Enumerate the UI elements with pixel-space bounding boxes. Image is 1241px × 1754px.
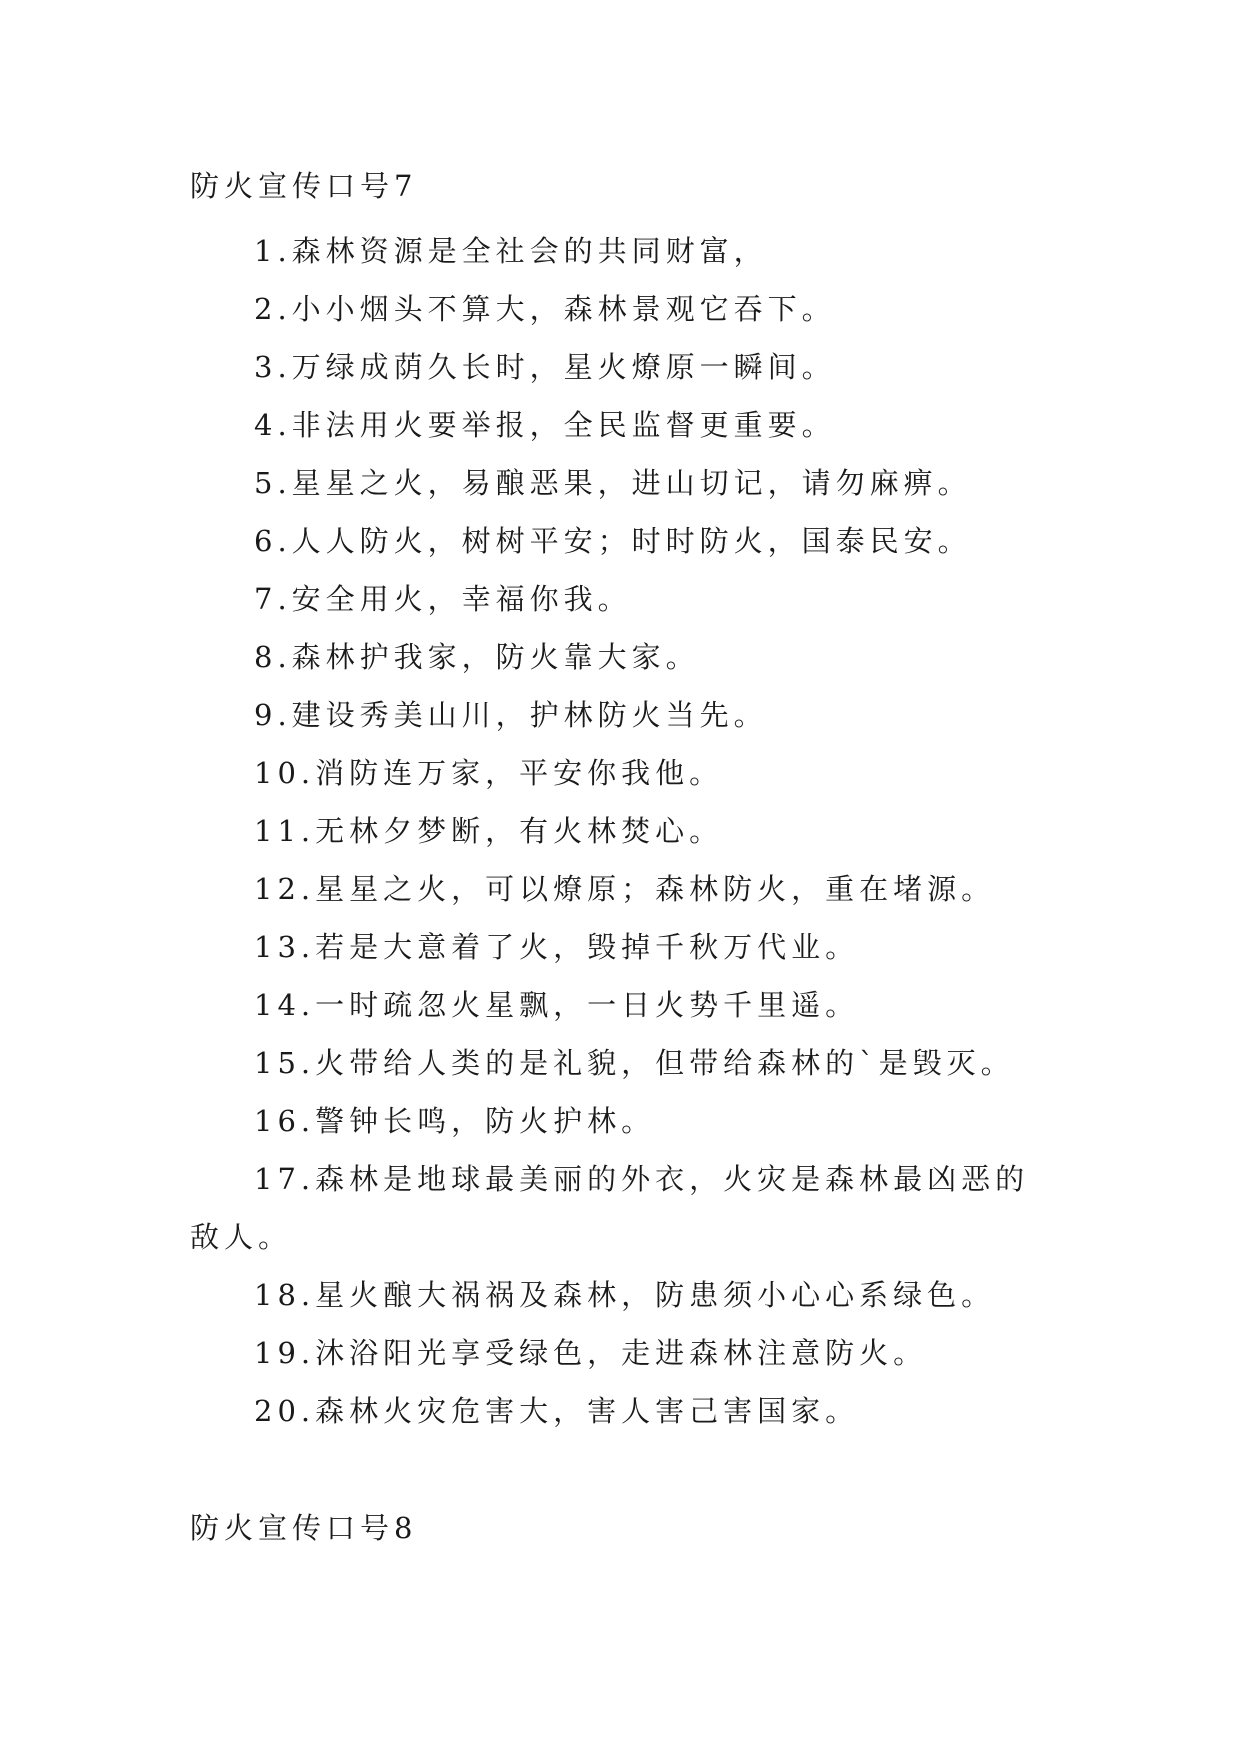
slogan-item: 16.警钟长鸣，防火护林。 [254,1104,656,1138]
slogan-item: 13.若是大意着了火，毁掉千秋万代业。 [254,930,860,964]
slogan-list [190,222,1060,1440]
slogan-item: 19.沐浴阳光享受绿色，走进森林注意防火。 [254,1336,928,1370]
slogan-item: 11.无林夕梦断，有火林焚心。 [254,814,724,848]
slogan-item: 2.小小烟头不算大，森林景观它吞下。 [254,292,836,326]
slogan-item: 6.人人防火，树树平安；时时防火，国泰民安。 [254,524,972,558]
section-heading: 防火宣传口号7 [190,169,418,203]
slogan-item: 4.非法用火要举报，全民监督更重要。 [254,408,836,442]
slogan-item: 3.万绿成荫久长时，星火燎原一瞬间。 [254,350,836,384]
slogan-item: 15.火带给人类的是礼貌，但带给森林的`是毁灭。 [254,1046,1015,1080]
slogan-item: 20.森林火灾危害大，害人害己害国家。 [254,1394,860,1428]
slogan-item: 17.森林是地球最美丽的外衣，火灾是森林最凶恶的敌人。 [190,1162,1030,1254]
slogan-item: 10.消防连万家，平安你我他。 [254,756,724,790]
slogan-item: 1.森林资源是全社会的共同财富， [254,234,768,268]
slogan-item: 12.星星之火，可以燎原；森林防火，重在堵源。 [254,872,996,906]
slogan-item: 18.星火酿大祸祸及森林，防患须小心心系绿色。 [254,1278,996,1312]
slogan-item: 14.一时疏忽火星飘，一日火势千里遥。 [254,988,860,1022]
slogan-item: 7.安全用火，幸福你我。 [254,582,632,616]
section-heading: 防火宣传口号8 [190,1511,418,1545]
slogan-item: 8.森林护我家，防火靠大家。 [254,640,700,674]
slogan-item: 5.星星之火，易酿恶果，进山切记，请勿麻痹。 [254,466,972,500]
slogan-item: 9.建设秀美山川，护林防火当先。 [254,698,768,732]
